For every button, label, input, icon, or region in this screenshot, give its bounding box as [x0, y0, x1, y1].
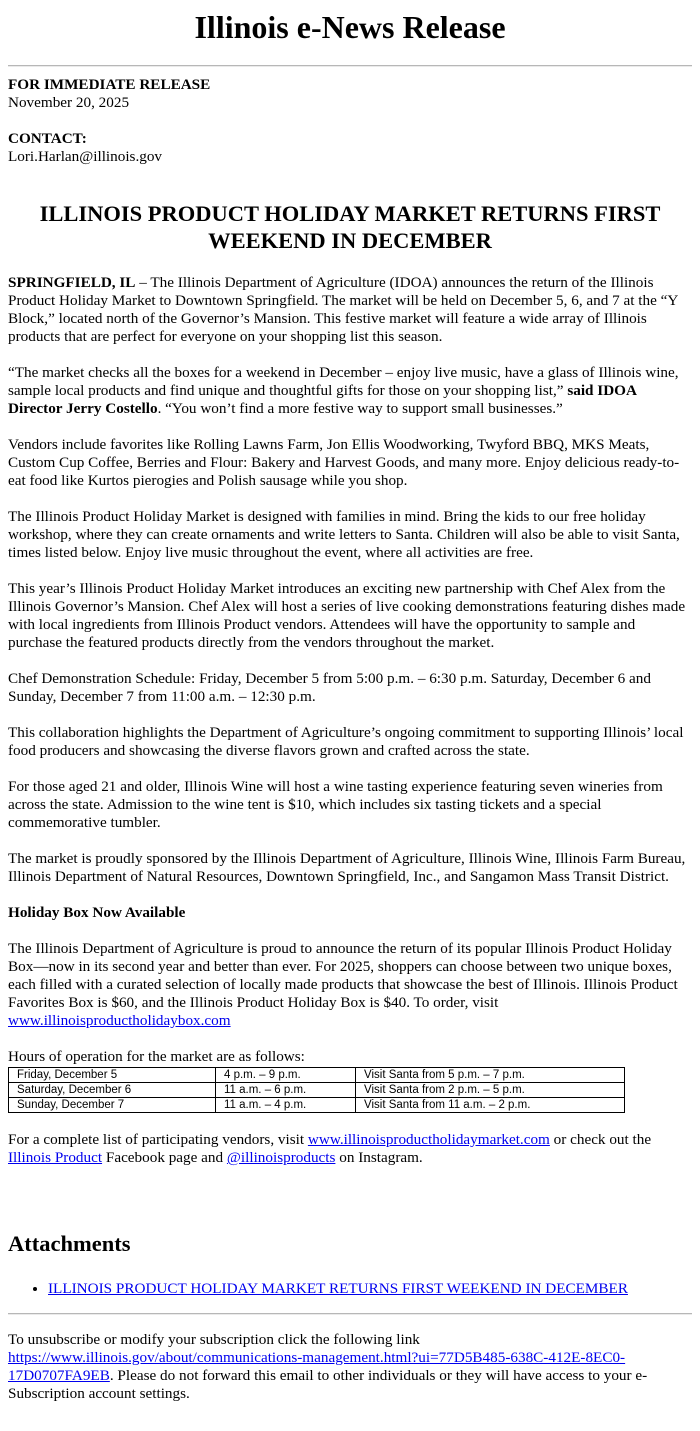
hours-day: Saturday, December 6: [9, 1083, 216, 1098]
holiday-box-heading: Holiday Box Now Available: [8, 904, 186, 921]
holiday-box-text: The Illinois Department of Agriculture is proud to announce the return of its popular Illinois Product Holiday Box—now in its second year and better than ever. For 2025, shoppers can choose between two unique boxes, each filled with a curated selection of locally made products that showcase the best of Illinois. Illinois Product Favorites Box is $60, and the Illinois Product Holiday Box is $40. To order, visit: [8, 940, 678, 1011]
table-row: [9, 1083, 625, 1098]
release-content: [0, 76, 700, 1298]
release-date: November 20, 2025: [8, 94, 130, 111]
table-row: [9, 1098, 625, 1113]
paragraph-intro: [8, 274, 692, 346]
paragraph-families: The Illinois Product Holiday Market is designed with families in mind. Bring the kids to our free holiday workshop, where they can create ornaments and write letters to Santa. Children will also be able to visit Santa, times listed below. Enjoy live music throughout the event, where all activities are free.: [8, 508, 680, 561]
hours-day: Sunday, December 7: [9, 1098, 216, 1113]
quote-part-a: “The market checks all the boxes for a weekend in December – enjoy live music, have a glass of Illinois wine, sample local products and find unique and thoughtful gifts for those on your shopping list,”: [8, 364, 679, 399]
unsubscribe-text-b: . Please do not forward this email to other individuals or they will have access to your e-Subscription account settings.: [8, 1367, 648, 1402]
instagram-link[interactable]: @illinoisproducts: [226, 1149, 336, 1166]
hours-santa: Visit Santa from 11 a.m. – 2 p.m.: [356, 1098, 625, 1113]
subscription-management-link[interactable]: https://www.illinois.gov/about/communications-management.html?ui=77D5B485-638C-412E-8EC0-17D0707FA9EB: [8, 1349, 626, 1384]
hours-time: 11 a.m. – 6 p.m.: [216, 1083, 356, 1098]
attachments-list: [8, 1280, 692, 1298]
hours-intro: Hours of operation for the market are as follows:: [8, 1048, 305, 1065]
banner-title: Illinois e-News Release: [194, 9, 506, 45]
more-info-text-b: or check out the: [549, 1131, 652, 1148]
unsubscribe-text-a: To unsubscribe or modify your subscription click the following link: [8, 1331, 420, 1348]
paragraph-collaboration: This collaboration highlights the Department of Agriculture’s ongoing commitment to supporting Illinois’ local food producers and showcasing the diverse flavors grown and crafted across the state.: [8, 724, 684, 759]
paragraph-chef-schedule: Chef Demonstration Schedule: Friday, December 5 from 5:00 p.m. – 6:30 p.m. Saturday, December 6 and Sunday, December 7 from 11:00 a.m. – 12:30 p.m.: [8, 670, 651, 705]
unsubscribe-notice: [8, 1331, 692, 1403]
attachment-link[interactable]: ILLINOIS PRODUCT HOLIDAY MARKET RETURNS FIRST WEEKEND IN DECEMBER: [48, 1280, 628, 1297]
hours-table: [8, 1067, 625, 1113]
facebook-page-link[interactable]: Illinois Product: [8, 1149, 103, 1166]
hours-time: 11 a.m. – 4 p.m.: [216, 1098, 356, 1113]
header-divider: [8, 65, 692, 67]
hours-day: Friday, December 5: [9, 1068, 216, 1083]
more-info-text-c: Facebook page and: [102, 1149, 227, 1166]
dateline: SPRINGFIELD, IL: [8, 274, 136, 291]
paragraph-intro-text: – The Illinois Department of Agriculture (IDOA) announces the return of the Illinois Product Holiday Market to Downtown Springfield. The market will be held on December 5, 6, and 7 at the “Y Block,” located north of the Governor’s Mansion. This festive market will feature a wide array of Illinois products that are perfect for everyone on your shopping list this season.: [8, 274, 678, 345]
paragraph-more-info: [8, 1131, 692, 1167]
paragraph-holiday-box: [8, 940, 692, 1030]
paragraph-chef-partnership: This year’s Illinois Product Holiday Market introduces an exciting new partnership with Chef Alex from the Illinois Governor’s Mansion. Chef Alex will host a series of live cooking demonstrations featuring dishes made with local ingredients from Illinois Product vendors. Attendees will have the opportunity to sample and purchase the featured products directly from the vendors throughout the market.: [8, 580, 686, 651]
market-website-link[interactable]: www.illinoisproductholidaymarket.com: [307, 1131, 550, 1148]
paragraph-sponsors: The market is proudly sponsored by the Illinois Department of Agriculture, Illinois Wine, Illinois Farm Bureau, Illinois Department of Natural Resources, Downtown Springfield, Inc., and Sangamon Mass Transit District.: [8, 850, 686, 885]
release-meta: [8, 76, 692, 166]
quote-part-b: . “You won’t find a more festive way to support small businesses.”: [157, 400, 563, 417]
holiday-box-link[interactable]: www.illinoisproductholidaybox.com: [8, 1012, 231, 1029]
contact-email: Lori.Harlan@illinois.gov: [8, 148, 163, 165]
more-info-text-d: on Instagram.: [335, 1149, 423, 1166]
release-headline: ILLINOIS PRODUCT HOLIDAY MARKET RETURNS FIRST WEEKEND IN DECEMBER: [39, 201, 661, 253]
quote-attribution: said IDOA Director Jerry Costello: [8, 382, 637, 417]
paragraph-vendors: Vendors include favorites like Rolling Lawns Farm, Jon Ellis Woodworking, Twyford BBQ, MKS Meats, Custom Cup Coffee, Berries and Flour: Bakery and Harvest Goods, and many more. Enjoy delicious ready-to-eat food like Kurtos pierogies and Polish sausage while you shop.: [8, 436, 680, 489]
footer: [0, 1331, 700, 1403]
contact-block: [8, 130, 692, 166]
list-item: [48, 1280, 692, 1298]
release-label: FOR IMMEDIATE RELEASE: [8, 76, 211, 93]
contact-label: CONTACT:: [8, 130, 87, 147]
table-row: [9, 1068, 625, 1083]
attachments-heading: Attachments: [8, 1231, 131, 1256]
hours-santa: Visit Santa from 2 p.m. – 5 p.m.: [356, 1083, 625, 1098]
hours-santa: Visit Santa from 5 p.m. – 7 p.m.: [356, 1068, 625, 1083]
paragraph-wine: For those aged 21 and older, Illinois Wine will host a wine tasting experience featuring seven wineries from across the state. Admission to the wine tent is $10, which includes six tasting tickets and a special commemorative tumbler.: [8, 778, 663, 831]
hours-time: 4 p.m. – 9 p.m.: [216, 1068, 356, 1083]
footer-divider: [8, 1313, 692, 1315]
more-info-text-a: For a complete list of participating vendors, visit: [8, 1131, 308, 1148]
paragraph-quote: [8, 364, 692, 418]
